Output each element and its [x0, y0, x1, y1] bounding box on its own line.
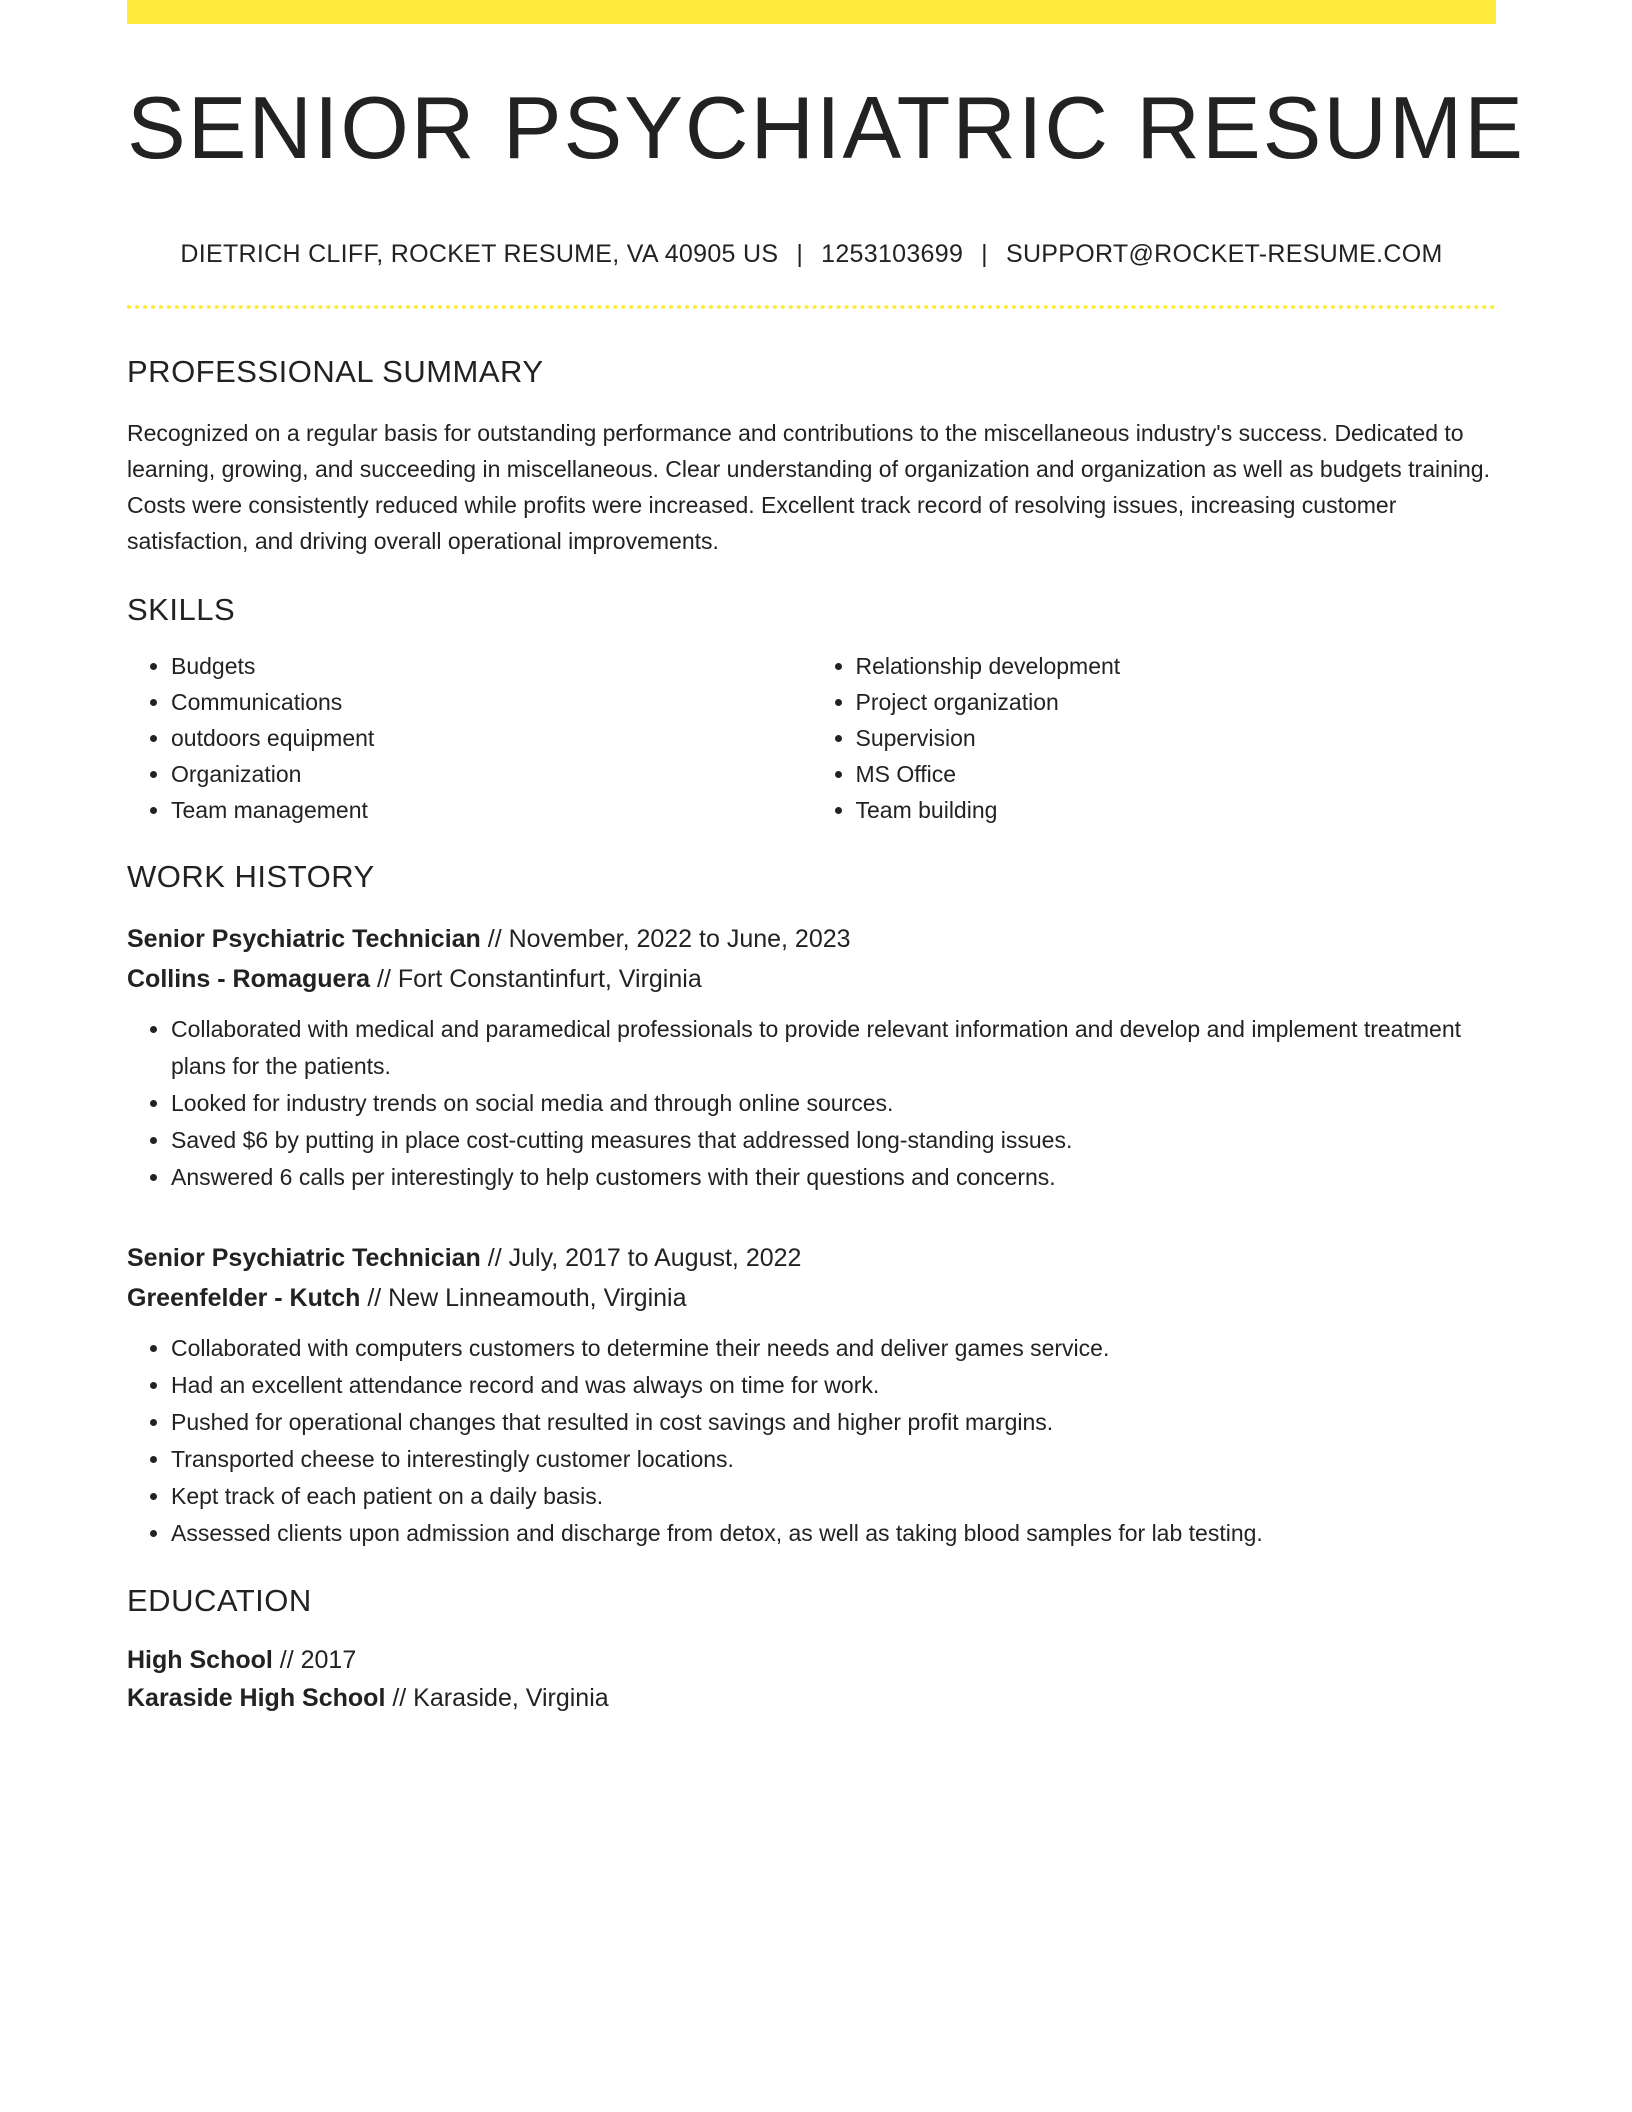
- summary-heading: PROFESSIONAL SUMMARY: [127, 354, 544, 390]
- education-school-line: [127, 1679, 1496, 1717]
- skills-left-column: [127, 648, 812, 828]
- education-year: // 2017: [272, 1646, 357, 1675]
- job-bullet: • Transported cheese to interestingly customer locations.: [171, 1441, 1496, 1478]
- job-dates: // July, 2017 to August, 2022: [480, 1243, 802, 1272]
- skill-item: • Organization: [171, 756, 812, 792]
- job-bullet: • Looked for industry trends on social media and through online sources.: [171, 1085, 1496, 1122]
- job-company: Collins - Romaguera: [127, 964, 371, 993]
- job-bullet-list: [127, 1330, 1496, 1552]
- job-bullet: • Pushed for operational changes that resulted in cost savings and higher profit margins.: [171, 1404, 1496, 1441]
- contact-phone: 1253103699: [821, 240, 964, 269]
- job-title-line: [127, 1238, 1496, 1278]
- skills-grid: [127, 648, 1496, 828]
- skill-item: • Team building: [856, 792, 1497, 828]
- work-history-heading: WORK HISTORY: [127, 858, 375, 894]
- education-location: // Karaside, Virginia: [385, 1684, 609, 1713]
- contact-line: [127, 240, 1496, 269]
- skill-item: • Relationship development: [856, 648, 1497, 684]
- skills-heading: SKILLS: [127, 591, 236, 627]
- contact-separator: |: [796, 240, 804, 269]
- job-bullet-list: [127, 1011, 1496, 1196]
- job-bullet: • Assessed clients upon admission and discharge from detox, as well as taking blood samples for lab testing.: [171, 1515, 1496, 1552]
- job-company-line: [127, 959, 1496, 999]
- job-title: Senior Psychiatric Technician: [127, 924, 481, 953]
- job-bullet: • Collaborated with medical and paramedical professionals to provide relevant information and develop and implement treatment plans for the patients.: [171, 1011, 1496, 1085]
- job-bullet: • Answered 6 calls per interestingly to help customers with their questions and concerns.: [171, 1159, 1496, 1196]
- skill-item: • outdoors equipment: [171, 720, 812, 756]
- skill-item: • Project organization: [856, 684, 1497, 720]
- resume-title: SENIOR PSYCHIATRIC RESUME: [127, 78, 1525, 177]
- education-degree: High School: [127, 1646, 273, 1675]
- skill-item: • Supervision: [856, 720, 1497, 756]
- education-degree-line: [127, 1641, 1496, 1679]
- summary-text: Recognized on a regular basis for outstanding performance and contributions to the miscellaneous industry's success. Dedicated to learning, growing, and succeeding in miscellaneous. Clear understanding of organization and organization as well as budgets training. Costs were consistently reduced while profits were increased. Excellent track record of resolving issues, increasing customer satisfaction, and driving overall operational improvements.: [127, 419, 1490, 554]
- resume-page: [127, 0, 1525, 1717]
- skill-item: • Budgets: [171, 648, 812, 684]
- job-entry: [127, 1238, 1496, 1552]
- job-title-line: [127, 919, 1496, 959]
- job-dates: // November, 2022 to June, 2023: [480, 924, 851, 953]
- job-bullet: • Collaborated with computers customers to determine their needs and deliver games service.: [171, 1330, 1496, 1367]
- education-heading: EDUCATION: [127, 1582, 312, 1618]
- job-bullet: • Had an excellent attendance record and was always on time for work.: [171, 1367, 1496, 1404]
- job-entry: [127, 919, 1496, 1196]
- job-location: // New Linneamouth, Virginia: [360, 1283, 687, 1312]
- skill-item: • Communications: [171, 684, 812, 720]
- skill-item: • Team management: [171, 792, 812, 828]
- job-company: Greenfelder - Kutch: [127, 1283, 361, 1312]
- education-school: Karaside High School: [127, 1684, 386, 1713]
- job-bullet: • Kept track of each patient on a daily basis.: [171, 1478, 1496, 1515]
- job-company-line: [127, 1278, 1496, 1318]
- skill-item: • MS Office: [856, 756, 1497, 792]
- education-entry: [127, 1641, 1496, 1717]
- job-location: // Fort Constantinfurt, Virginia: [370, 964, 702, 993]
- contact-address: DIETRICH CLIFF, ROCKET RESUME, VA 40905 US: [180, 240, 779, 269]
- contact-email: SUPPORT@ROCKET-RESUME.COM: [1005, 240, 1443, 269]
- job-bullet: • Saved $6 by putting in place cost-cutting measures that addressed long-standing issues.: [171, 1122, 1496, 1159]
- skills-right-column: [812, 648, 1497, 828]
- dotted-divider: [127, 305, 1496, 309]
- accent-top-bar: [127, 0, 1496, 24]
- contact-separator: |: [981, 240, 988, 269]
- job-title: Senior Psychiatric Technician: [127, 1243, 481, 1272]
